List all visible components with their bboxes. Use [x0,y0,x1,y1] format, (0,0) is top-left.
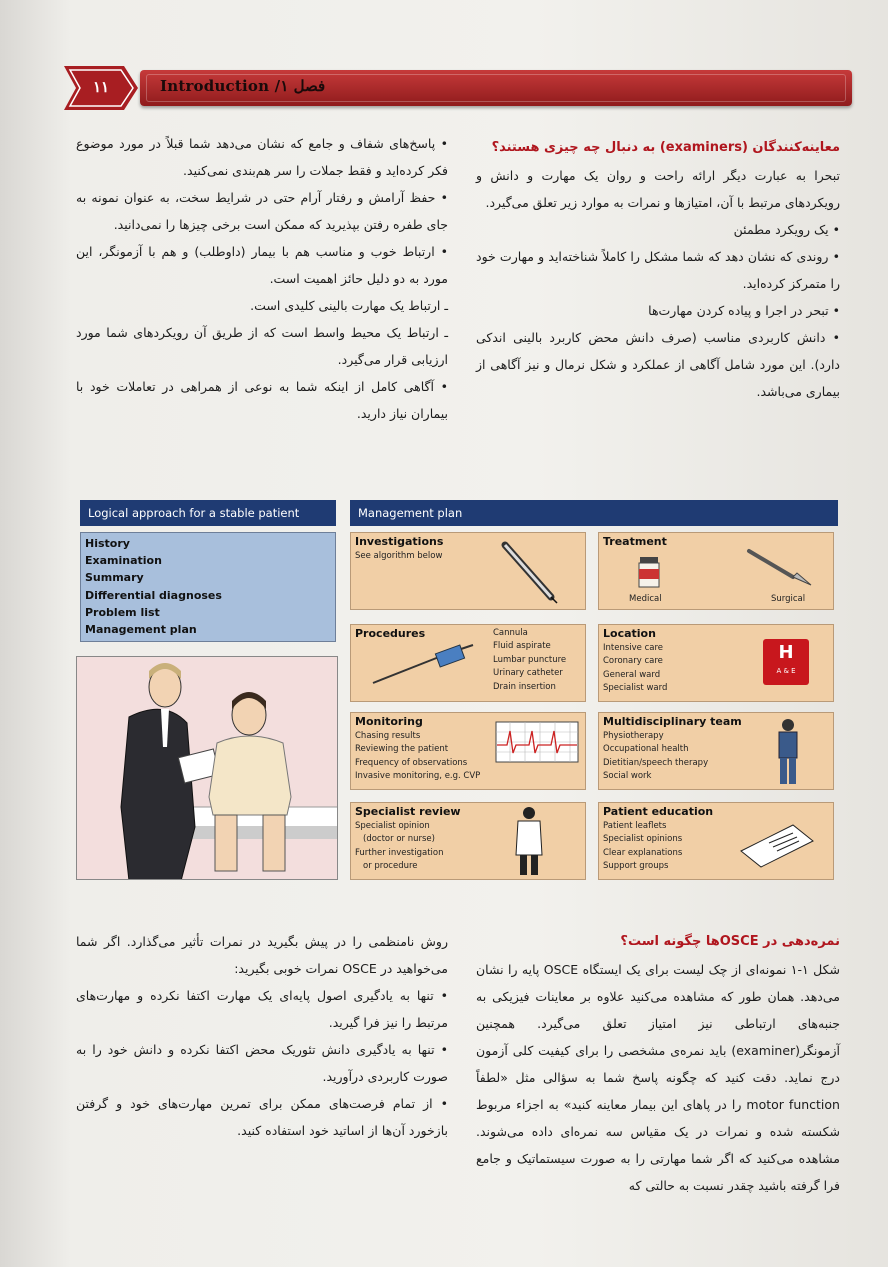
specialist-list [355,820,443,874]
card-title: Patient education [603,805,714,818]
card-title: Location [603,627,656,640]
left-column-bottom [76,928,448,1144]
right-column-top [476,134,840,405]
list-item: (doctor or nurse) [363,834,435,845]
list-item: Reviewing the patient [355,744,449,755]
list-item: Physiotherapy [603,731,664,741]
card-treatment [598,532,834,610]
doctor-patient-drawing [77,657,338,880]
bullet-item: • یک رویکرد مطمئن [733,222,840,237]
bullet-item: • آگاهی کامل از اینکه شما به نوعی از همراهی در تعاملات خود با بیماران نیاز دارید. [76,379,448,421]
treatment-surgical-label: Surgical [771,594,806,604]
card-investigations [350,532,586,610]
list-item: Summary [85,571,144,585]
bullet-item: • ارتباط خوب و مناسب هم با بیمار (داوطلب) و هم با آزمونگر، این مورد به دو دلیل حائز اهمیت است. [76,244,448,286]
card-title: Specialist review [355,805,461,818]
bullet-item: • تنها به یادگیری دانش تئوریک محض اکتفا نکرده و دانش خود را به صورت کاربردی درآورید. [76,1042,448,1084]
cannula-icon [367,643,477,689]
location-list [603,642,667,696]
list-item: Drain insertion [493,681,556,692]
card-patient-education [598,802,834,880]
list-item: Examination [85,554,162,568]
ecg-monitor-icon [495,721,579,763]
list-item: Lumbar puncture [493,654,567,665]
leaflet-icon [737,821,817,871]
card-monitoring [350,712,586,790]
card-title: Monitoring [355,715,423,728]
monitoring-list [355,730,480,784]
list-item: Frequency of observations [355,757,468,768]
management-plan-title: Management plan [350,500,838,526]
list-item: Differential diagnoses [85,588,222,602]
list-item: History [85,537,130,550]
card-specialist-review [350,802,586,880]
scalpel-icon [745,547,815,587]
list-item: Coronary care [603,656,663,667]
bullet-item: • پاسخ‌های شفاف و جامع که نشان می‌دهد شما قبلاً در مورد موضوع فکر کرده‌اید و فقط جملات را سر هم‌بندی نمی‌کنید. [76,136,448,178]
right-column-bottom [476,928,840,1199]
list-item: Cannula [493,628,528,638]
card-title: Multidisciplinary team [603,715,742,728]
chapter-title: Introduction /فصل ۱ [160,77,326,95]
list-item: Specialist ward [603,683,668,694]
list-item: Fluid aspirate [493,641,551,652]
bullet-item: • از تمام فرصت‌های ممکن برای تمرین مهارت‌های خود و گرفتن بازخورد آن‌ها از اساتید خود استفاده کنید. [76,1096,448,1138]
section-heading-examiners: معاینه‌کنندگان (examiners) به دنبال چه چیزی هستند؟ [491,140,840,155]
page-number: ۱۱ [92,78,110,96]
left-column-top [76,130,448,427]
section-heading-osce-scoring: نمره‌دهی در OSCEها چگونه است؟ [620,934,840,949]
list-item: Problem list [85,605,160,619]
procedures-list [493,627,566,694]
education-list [603,820,682,874]
card-procedures [350,624,586,702]
sub-item: ـ ارتباط یک مهارت بالینی کلیدی است. [250,298,448,313]
hospital-sign-icon [763,639,809,685]
paragraph: روش نامنظمی را در پیش بگیرید در نمرات تأثیر می‌گذارد. اگر شما می‌خواهید در OSCE نمرات خوبی بگیرید: [76,934,448,976]
page-number-badge [64,66,138,110]
pill-bottle-icon [637,555,661,589]
list-item: Specialist opinions [603,834,683,845]
staff-member-icon [773,717,803,787]
logical-approach-title: Logical approach for a stable patient [80,500,336,526]
list-item: or procedure [363,861,418,872]
treatment-medical-label: Medical [629,594,662,604]
bullet-item: • دانش کاربردی مناسب (صرف دانش محض کاربرد بالینی اندکی دارد). این مورد شامل آگاهی از عملکرد و شکل نرمال و نیز آگاهی از بیماری می‌باشد. [476,330,840,399]
doctor-icon [513,805,545,877]
list-item: Clear explanations [603,847,683,858]
list-item: Specialist opinion [355,821,430,831]
hospital-sign-letter: H [778,642,794,663]
list-item: Invasive monitoring, e.g. CVP [355,771,481,782]
list-item: Patient leaflets [603,821,667,831]
card-location [598,624,834,702]
list-item: Management plan [85,623,197,637]
hospital-sign-sub: A & E [776,667,796,675]
card-title: Treatment [603,535,667,548]
paragraph: تبحرا به عبارت دیگر ارائه راحت و روان یک مهارت و دانش و رویکردهای مرتبط با آن، امتیازها و نمرات به موارد زیر تعلق می‌گیرد. [476,168,840,210]
bullet-item: • تنها به یادگیری اصول پایه‌ای یک مهارت اکتفا نکرده و مهارت‌های مرتبط را نیز فرا گیرید. [76,988,448,1030]
bullet-item: • تبحر در اجرا و پیاده کردن مهارت‌ها [648,303,840,318]
card-title: Procedures [355,627,426,640]
list-item: Occupational health [603,744,689,755]
card-title: Investigations [355,535,444,548]
list-item: Chasing results [355,731,421,741]
list-item: Further investigation [355,847,444,858]
list-item: Dietitian/speech therapy [603,757,709,768]
list-item: Social work [603,771,652,782]
card-multidisciplinary [598,712,834,790]
sub-item: ـ ارتباط یک محیط واسط است که از طریق آن رویکردهای شما مورد ارزیابی قرار می‌گیرد. [76,325,448,367]
bullet-item: • روندی که نشان دهد که شما مشکل را کاملاً شناخته‌اید و مهارت خود را متمرکز کرده‌اید. [476,249,840,291]
logical-approach-list [80,532,336,642]
list-item: Urinary catheter [493,668,563,679]
card-line: See algorithm below [355,551,443,561]
list-item: Intensive care [603,643,664,653]
multidisciplinary-list [603,730,708,784]
list-item: Support groups [603,861,669,872]
bullet-item: • حفظ آرامش و رفتار آرام حتی در شرایط سخت، به عنوان نمونه به جای طفره رفتن بپذیرید که ممکن است برخی چیزها را نمی‌دانید. [76,190,448,232]
syringe-icon [499,539,559,605]
doctor-patient-illustration [76,656,338,880]
management-figure [70,496,842,886]
list-item: General ward [603,669,661,680]
paragraph: شکل ۱-۱ نمونه‌ای از چک لیست برای یک ایستگاه OSCE پایه را نشان می‌دهد. همان طور که مشاهده می‌کنید علاوه بر معاینات فیزیکی به جنبه‌های ارتباطی نیز امتیاز تعلق می‌گیرد. همچنین آزمونگر(examiner) باید نمره‌ی مشخصی را برای کیفیت کلی آزمون درج نماید. دقت کنید که چگونه پاسخ شما به سؤالی مثل «لطفاً motor function را در پاهای این بیمار معاینه کنید» به اجزاء مربوط شکسته شده و نمرات در یک مقیاس سه نمره‌ای داده می‌شوند. مشاهده می‌کنید که اگر شما مهارتی را به صورت سیستماتیک و جامع فرا گرفته باشید چقدر نسبت به حالتی که [476,962,840,1193]
